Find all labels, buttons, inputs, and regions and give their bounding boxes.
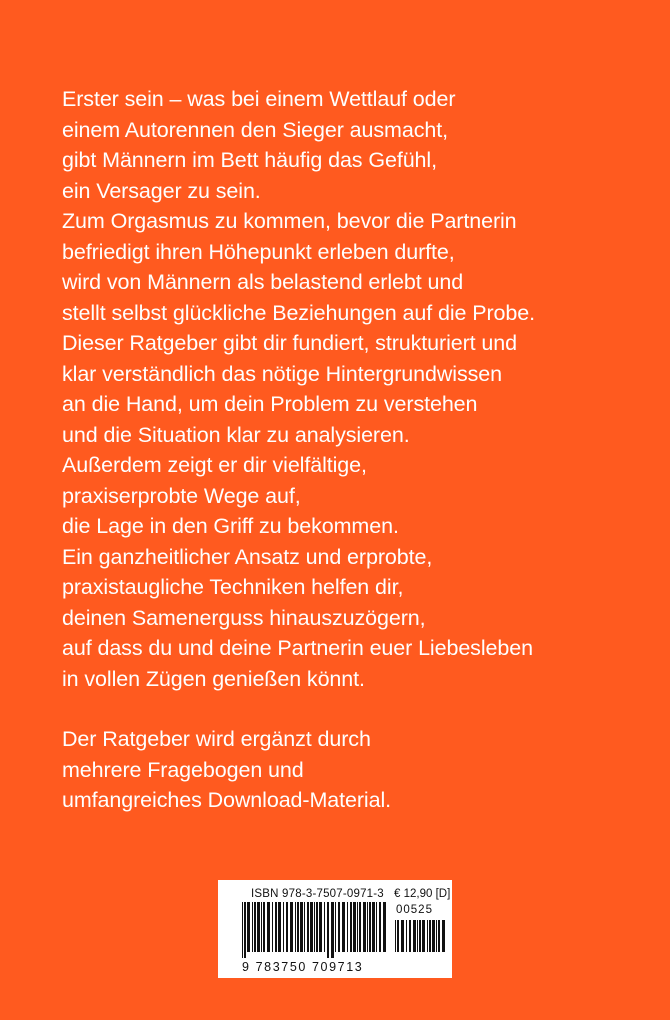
barcode-bar: [316, 902, 318, 952]
blurb-line: Ein ganzheitlicher Ansatz und erprobte,: [62, 544, 433, 569]
blurb-line: Außerdem zeigt er dir vielfältige,: [62, 453, 367, 477]
barcode-bar: [290, 902, 293, 952]
barcode-bar: [275, 902, 277, 952]
blurb-line: und die Situation klar zu analysieren.: [62, 422, 410, 447]
blurb-line: in vollen Zügen genießen könnt.: [62, 666, 365, 691]
blurb-line: klar verständlich das nötige Hintergrundwissen: [62, 361, 502, 386]
barcode-bar: [363, 902, 366, 952]
barcode-bar: [252, 902, 253, 952]
back-cover-blurb: [62, 84, 652, 816]
barcode-bar: [254, 902, 256, 952]
barcode-bar: [372, 902, 375, 952]
blurb-line: einem Autorennen den Sieger ausmacht,: [62, 117, 448, 142]
blurb-line: Der Ratgeber wird ergänzt durch: [62, 727, 371, 751]
barcode-bar: [436, 920, 437, 952]
barcode-bar: [367, 902, 368, 952]
barcode-bar: [278, 902, 281, 952]
barcode-bar: [395, 920, 396, 952]
barcode-bar: [263, 902, 265, 952]
barcode-bar: [286, 902, 288, 952]
paragraph-gap: [62, 694, 652, 724]
blurb-line: mehrere Fragebogen und: [62, 757, 304, 782]
barcode-bar: [297, 902, 299, 952]
barcode-bar: [261, 902, 262, 952]
barcode-bar: [406, 920, 407, 952]
isbn-barcode: [218, 880, 452, 978]
barcode-bar: [359, 902, 361, 952]
blurb-line: gibt Männern im Bett häufig das Gefühl,: [62, 148, 437, 172]
barcode-bar: [379, 902, 381, 952]
blurb-line: praxiserprobte Wege auf,: [62, 483, 301, 508]
barcode-bar: [401, 920, 404, 952]
barcode-bar: [307, 902, 309, 952]
barcode-bar: [283, 902, 284, 952]
barcode-bar: [331, 902, 334, 958]
barcode-bar: [324, 902, 325, 952]
blurb-line: Erster sein – was bei einem Wettlauf oder: [62, 87, 456, 111]
blurb-line: stellt selbst glückliche Beziehungen auf die Probe.: [62, 300, 535, 325]
ean-digits: 9 783750 709713: [242, 960, 364, 974]
barcode-bar: [272, 902, 273, 952]
barcode-bar: [304, 902, 305, 952]
barcode-bar: [319, 902, 322, 952]
barcode-bar: [257, 902, 260, 952]
barcode-bar: [353, 902, 356, 952]
blurb-line: an die Hand, um dein Problem zu verstehen: [62, 392, 478, 416]
isbn-label: ISBN 978-3-7507-0971-3: [251, 888, 384, 900]
barcode-bar: [438, 920, 440, 952]
barcode-bar: [413, 920, 416, 952]
barcode-bar: [347, 902, 348, 952]
barcode-bar: [357, 902, 358, 952]
barcode-bar: [295, 902, 296, 952]
barcode-bar: [244, 902, 246, 958]
barcode-bar: [314, 902, 315, 952]
barcode-bar: [432, 920, 435, 952]
blurb-line: Dieser Ratgeber gibt dir fundiert, strukturiert und: [62, 331, 517, 355]
barcode-bar: [335, 902, 336, 952]
barcode-bar: [442, 920, 445, 952]
blurb-line: wird von Männern als belastend erlebt und: [62, 270, 464, 294]
price-label: € 12,90 [D]: [394, 888, 451, 900]
barcode-bar: [310, 902, 313, 952]
barcode-bar: [417, 920, 418, 952]
barcode-bar: [369, 902, 371, 952]
addon-barcode-bars: [395, 920, 445, 958]
barcode-bar: [247, 902, 250, 952]
blurb-paragraph-2: [62, 724, 652, 816]
blurb-paragraph-1: [62, 84, 652, 694]
blurb-line: deinen Samenerguss hinauszuzögern,: [62, 605, 426, 630]
barcode-bar: [422, 920, 425, 952]
blurb-line: auf dass du und deine Partnerin euer Liebesleben: [62, 636, 533, 660]
blurb-line: die Lage in den Griff zu bekommen.: [62, 514, 399, 538]
blurb-line: praxistaugliche Techniken helfen dir,: [62, 575, 404, 599]
barcode-bar: [342, 902, 345, 952]
barcode-bar: [267, 902, 270, 952]
barcode-bar: [419, 920, 421, 952]
blurb-line: ein Versager zu sein.: [62, 178, 261, 203]
barcode-bar: [409, 920, 411, 952]
barcode-bar: [429, 920, 431, 952]
addon-code: 00525: [396, 904, 433, 916]
blurb-line: Zum Orgasmus zu kommen, bevor die Partnerin: [62, 209, 517, 233]
barcode-bar: [338, 902, 340, 952]
barcode-bar: [300, 902, 303, 952]
barcode-bar: [397, 920, 399, 952]
barcode-bar: [376, 902, 377, 952]
blurb-line: umfangreiches Download-Material.: [62, 788, 392, 812]
barcode-bar: [350, 902, 352, 952]
blurb-line: befriedigt ihren Höhepunkt erleben durfte,: [62, 239, 455, 264]
barcode-bar: [327, 902, 329, 958]
barcode-bar: [242, 902, 243, 958]
barcode-bar: [383, 902, 386, 952]
ean-barcode-bars: [242, 902, 388, 958]
barcode-bar: [427, 920, 428, 952]
